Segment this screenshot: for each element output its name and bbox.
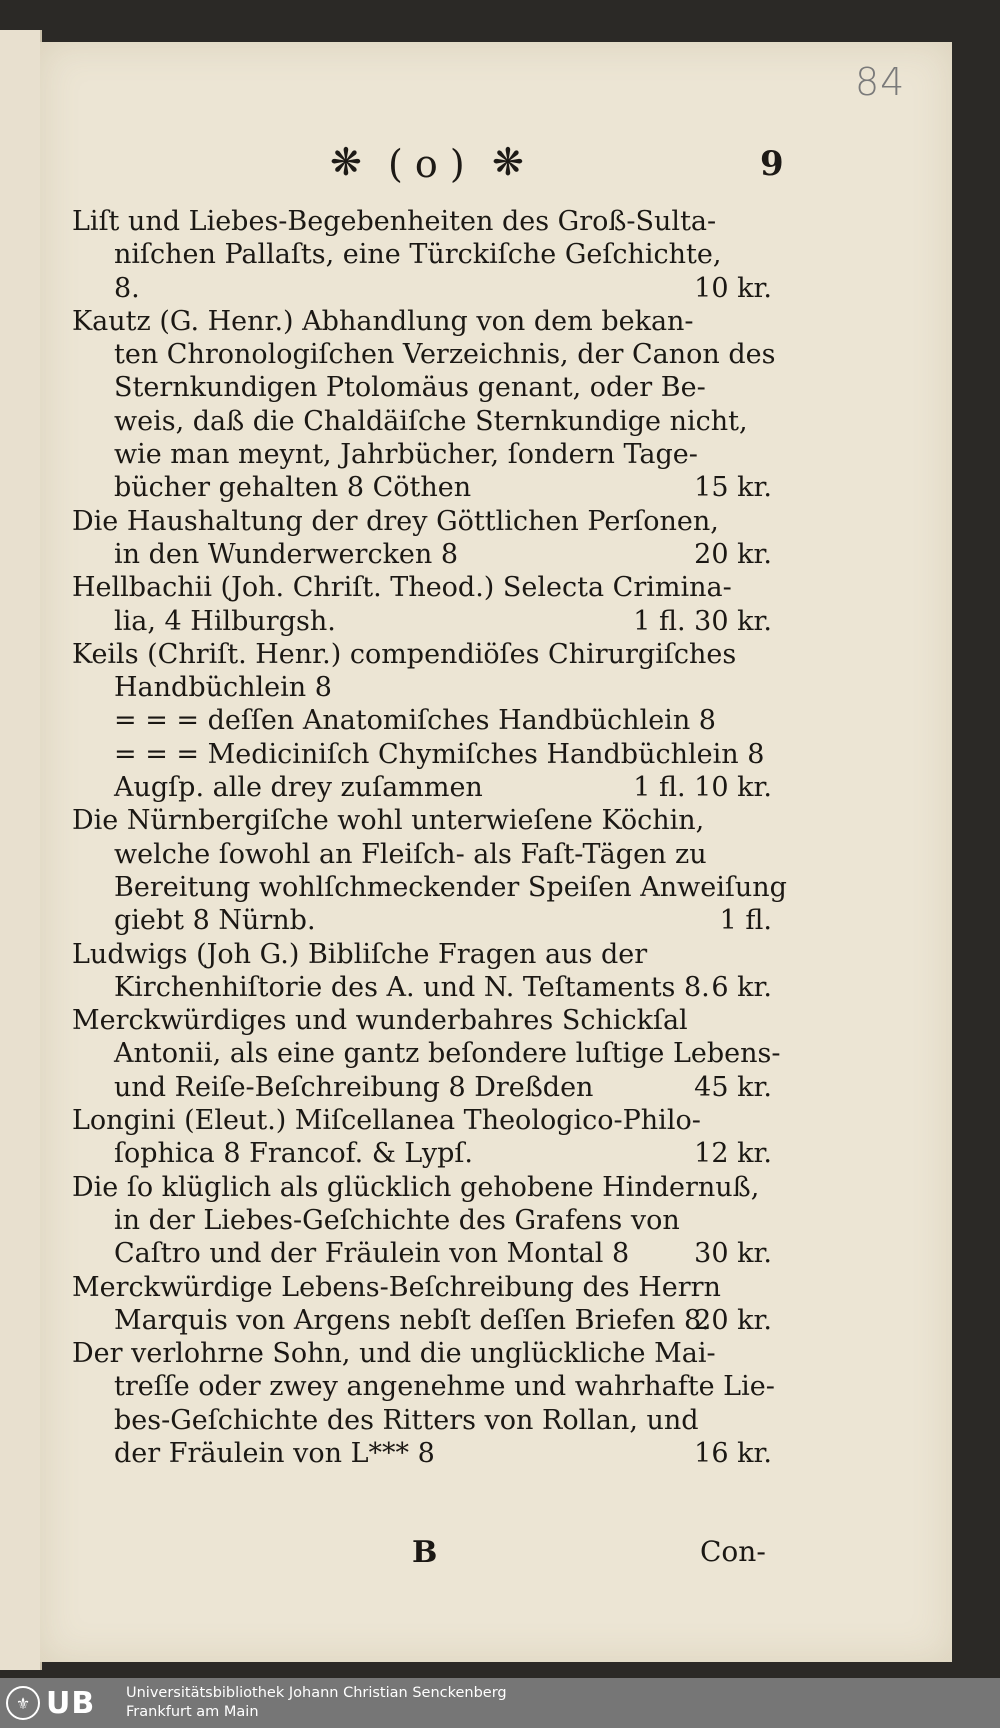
entry-line: Ludwigs (Joh G.) Bibliſche Fragen aus der bbox=[72, 938, 648, 970]
library-line-1: Universitätsbibliothek Johann Christian Senckenberg bbox=[126, 1685, 507, 1701]
entry-line: Liſt und Liebes-Begebenheiten des Groß-Sulta- bbox=[72, 206, 717, 237]
catalog-entry bbox=[72, 638, 772, 804]
entry-line: Handbüchlein 8 bbox=[114, 672, 332, 704]
entry-price: 20 kr. bbox=[694, 1304, 772, 1336]
entry-price: 15 kr. bbox=[694, 472, 772, 504]
entry-price: 1 fl. bbox=[719, 905, 772, 937]
entry-line: Sternkundigen Ptolomäus genant, oder Be- bbox=[114, 372, 706, 404]
signature-mark: B bbox=[412, 1535, 438, 1570]
catalog-entry bbox=[72, 1104, 772, 1171]
library-footer bbox=[0, 1678, 1000, 1728]
entry-line: treſſe oder zwey angenehme und wahrhafte Lie- bbox=[114, 1371, 775, 1403]
catalog-entry bbox=[72, 804, 787, 937]
entry-line: = = = Mediciniſch Chymiſches Handbüchlein 8 bbox=[114, 738, 765, 770]
entry-price: 1 fl. 10 kr. bbox=[633, 772, 772, 804]
entry-price: 6 kr. bbox=[711, 971, 772, 1003]
catalog-entry bbox=[72, 305, 776, 505]
catalog-entry bbox=[72, 571, 772, 638]
entry-price: 30 kr. bbox=[694, 1238, 772, 1270]
page-number: 9 bbox=[760, 144, 784, 184]
entry-line: Kirchenhiſtorie des A. und N. Teſtaments 8. bbox=[114, 971, 710, 1003]
entry-line: und Reiſe-Beſchreibung 8 Dreßden bbox=[114, 1071, 594, 1103]
left-page-edge bbox=[0, 30, 42, 1670]
catalog-entry bbox=[72, 938, 772, 1005]
entry-line: Longini (Eleut.) Miſcellanea Theologico-Philo- bbox=[72, 1105, 701, 1137]
entry-price: 45 kr. bbox=[694, 1071, 772, 1103]
entry-price: 12 kr. bbox=[694, 1138, 772, 1170]
catalog-entries bbox=[72, 205, 787, 1470]
entry-line: Merckwürdige Lebens-Beſchreibung des Herrn bbox=[72, 1271, 721, 1303]
entry-line: Kautz (G. Henr.) Abhandlung von dem bekan- bbox=[72, 305, 694, 337]
library-name bbox=[126, 1684, 507, 1722]
entry-price: 1 fl. 30 kr. bbox=[633, 605, 772, 637]
entry-line: in der Liebes-Geſchichte des Grafens von bbox=[114, 1204, 680, 1236]
entry-line: giebt 8 Nürnb. bbox=[114, 905, 316, 937]
entry-line: Bereitung wohlſchmeckender Speiſen Anweiſung bbox=[114, 871, 787, 903]
entry-price: 16 kr. bbox=[694, 1437, 772, 1469]
catalog-entry bbox=[72, 1271, 772, 1338]
entry-line: Die Nürnbergiſche wohl unterwieſene Köchin, bbox=[72, 805, 705, 837]
entry-line: niſchen Pallaſts, eine Türckiſche Geſchichte, bbox=[114, 239, 722, 271]
page-header bbox=[0, 140, 1000, 190]
catalog-entry bbox=[72, 1004, 781, 1104]
entry-line: lia, 4 Hilburgsh. bbox=[114, 605, 336, 637]
header-mark: ( o ) bbox=[388, 142, 465, 186]
entry-line: Marquis von Argens nebſt deſſen Briefen 8. bbox=[114, 1304, 710, 1336]
entry-line: Caſtro und der Fräulein von Montal 8 bbox=[114, 1238, 630, 1270]
entry-line: bes-Geſchichte des Ritters von Rollan, und bbox=[114, 1404, 699, 1436]
entry-line: Keils (Chriſt. Henr.) compendiöſes Chirurgiſches bbox=[72, 638, 737, 670]
library-line-2: Frankfurt am Main bbox=[126, 1704, 259, 1720]
entry-line: weis, daß die Chaldäiſche Sternkundige nicht, bbox=[114, 405, 748, 437]
library-emblem-icon: ⚜ bbox=[6, 1686, 40, 1720]
entry-price: 20 kr. bbox=[694, 538, 772, 570]
entry-line: bücher gehalten 8 Cöthen bbox=[114, 472, 472, 504]
entry-line: 8. bbox=[114, 272, 140, 304]
catalog-entry bbox=[72, 1171, 772, 1271]
catalog-entry bbox=[72, 505, 772, 572]
entry-line: Antonii, als eine gantz beſondere luſtige Lebens- bbox=[114, 1038, 781, 1070]
archive-number: 84 bbox=[855, 60, 906, 104]
catchword: Con- bbox=[700, 1535, 766, 1568]
entry-line: Augſp. alle drey zuſammen bbox=[114, 772, 483, 804]
entry-line: Die Haushaltung der drey Göttlichen Perſonen, bbox=[72, 505, 719, 537]
library-logo[interactable] bbox=[6, 1684, 110, 1722]
catalog-entry bbox=[72, 1337, 775, 1470]
ornament-right-icon: ❋ bbox=[492, 140, 524, 184]
entry-line: der Fräulein von L*** 8 bbox=[114, 1437, 435, 1469]
entry-line: ſophica 8 Francof. & Lypſ. bbox=[114, 1138, 474, 1170]
entry-price: 10 kr. bbox=[694, 272, 772, 304]
ornament-left-icon: ❋ bbox=[330, 140, 362, 184]
logo-text: UB bbox=[46, 1685, 96, 1721]
entry-line: Der verlohrne Sohn, und die unglückliche Mai- bbox=[72, 1338, 716, 1370]
entry-line: = = = deſſen Anatomiſches Handbüchlein 8 bbox=[114, 705, 716, 737]
entry-line: Merckwürdiges und wunderbahres Schickſal bbox=[72, 1005, 688, 1037]
catchline bbox=[0, 1535, 1000, 1575]
entry-line: wie man meynt, Jahrbücher, ſondern Tage- bbox=[114, 439, 698, 471]
catalog-entry bbox=[72, 205, 772, 305]
entry-line: Die ſo klüglich als glücklich gehobene Hindernuß, bbox=[72, 1171, 760, 1203]
entry-line: welche ſowohl an Fleiſch- als Faſt-Tägen zu bbox=[114, 838, 707, 870]
entry-line: ten Chronologiſchen Verzeichnis, der Canon des bbox=[114, 339, 776, 371]
entry-line: Hellbachii (Joh. Chriſt. Theod.) Selecta Crimina- bbox=[72, 572, 732, 604]
entry-line: in den Wunderwercken 8 bbox=[114, 538, 459, 570]
